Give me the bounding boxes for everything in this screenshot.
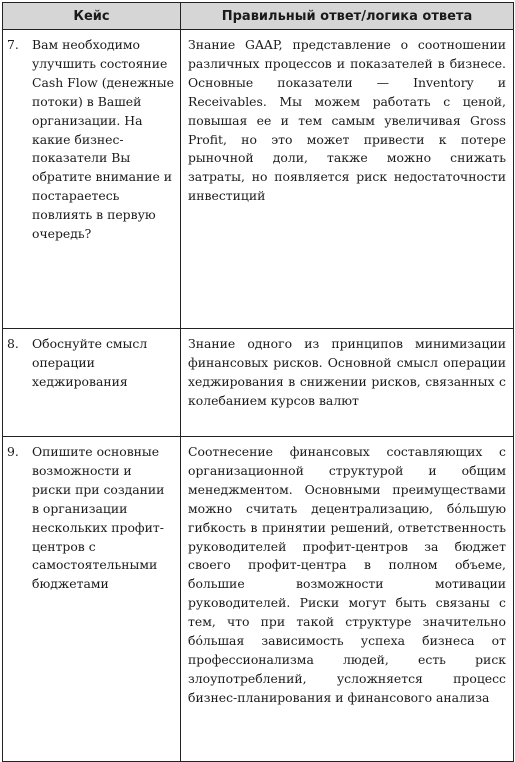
case-number: 7. [7,37,19,52]
case-number: 8. [7,336,19,351]
table-row [3,30,514,329]
case-question: Обоснуйте смысл операции хеджирования [32,336,148,389]
case-number: 9. [7,444,19,459]
table-row [3,329,514,437]
table-row [3,437,514,762]
case-question: Опишите основные возможности и риски при создании в организации нескольких профит-центров с самостоятельными бюджетами [32,444,165,592]
case-question: Вам необходимо улучшить состояние Cash Flow (денежные потоки) в Вашей организации. На какие бизнес-показатели Вы обратите внимание и постараетесь повлиять в первую очередь? [32,37,174,242]
case-cell [3,437,181,762]
header-case: Кейс [3,3,181,30]
answer-cell: Знание одного из принципов минимизации финансовых рисков. Основной смысл операции хеджирования в снижении рисков, связанных с колебанием курсов валют [181,329,514,437]
case-cell [3,329,181,437]
header-answer: Правильный ответ/логика ответа [181,3,514,30]
answer-cell: Соотнесение финансовых составляющих с организационной структурой и общим менеджментом. Основными преимуществами можно считать децентрализацию, бóльшую гибкость в принятии решений, ответственность руководителей профит-центров за бюджет своего профит-центра в полном объеме, большие возможности мотивации руководителей. Риски могут быть связаны с тем, что при такой структуре значительно бóльшая зависимость успеха бизнеса от профессионализма людей, есть риск злоупотреблений, усложняется процесс бизнес-планирования и финансового анализа [181,437,514,762]
answer-cell: Знание GAAP, представление о соотношении различных процессов и показателей в бизнесе. Основные показатели — Inventory и Receivables. Мы можем работать с ценой, повышая ее и тем самым увеличивая Gross Profit, но это может привести к потере рыночной доли, также можно снижать затраты, но появляется риск недостаточности инвестиций [181,30,514,329]
table-header-row [3,3,514,30]
case-cell [3,30,181,329]
cases-table [2,2,514,762]
